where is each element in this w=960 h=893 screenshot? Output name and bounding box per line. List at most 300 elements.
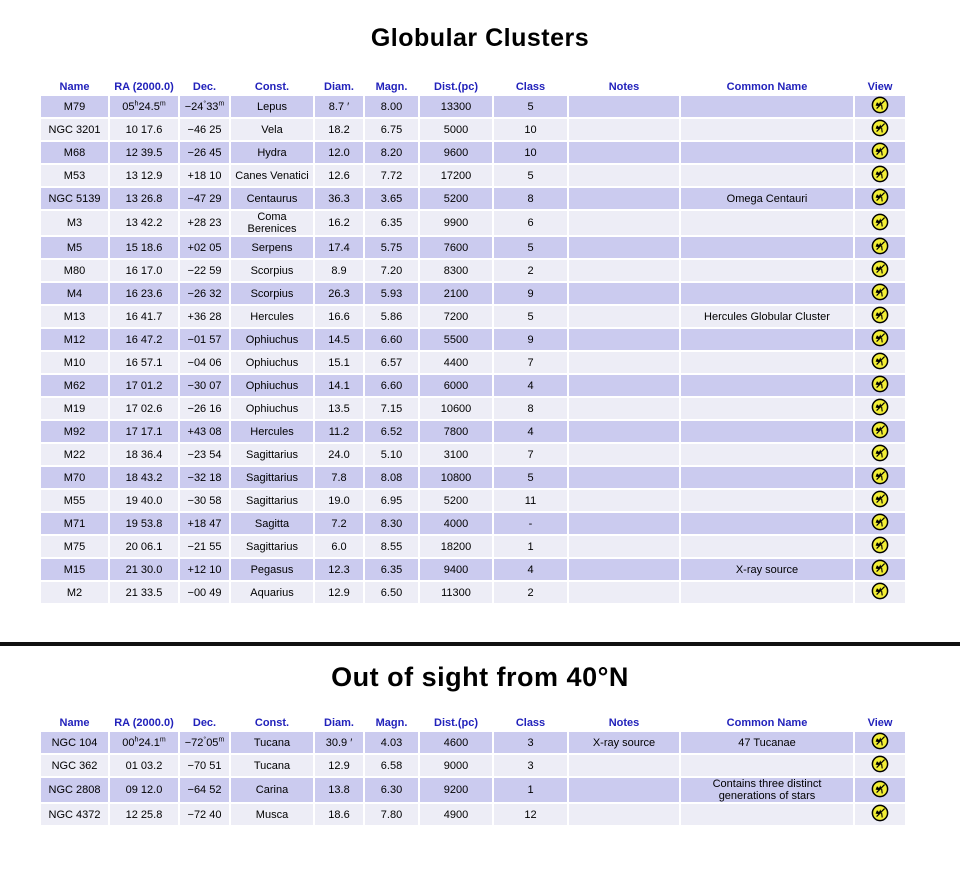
cell-magn: 7.72 — [365, 165, 418, 186]
cell-dec: −01 57 — [180, 329, 229, 350]
cell-class: 3 — [494, 755, 567, 776]
column-header-magn: Magn. — [365, 715, 418, 730]
column-header-diam: Diam. — [315, 715, 363, 730]
view-icon-glyph — [871, 237, 889, 255]
cell-const: Ophiuchus — [231, 398, 313, 419]
cell-diam: 14.1 — [315, 375, 363, 396]
cell-diam: 8.7 ′ — [315, 96, 363, 117]
cell-notes — [569, 582, 679, 603]
column-header-notes: Notes — [569, 715, 679, 730]
view-icon-glyph — [871, 283, 889, 301]
cell-dec: +18 47 — [180, 513, 229, 534]
cell-view — [855, 421, 905, 442]
cell-magn: 6.60 — [365, 375, 418, 396]
cell-magn: 6.35 — [365, 559, 418, 580]
cell-notes — [569, 444, 679, 465]
cell-view — [855, 283, 905, 304]
cell-class: 1 — [494, 536, 567, 557]
cell-name: M68 — [41, 142, 108, 163]
cell-ra: 13 12.9 — [110, 165, 178, 186]
view-icon[interactable] — [871, 398, 889, 416]
cell-class: 8 — [494, 398, 567, 419]
cell-notes — [569, 352, 679, 373]
view-icon[interactable] — [871, 375, 889, 393]
cell-magn: 6.60 — [365, 329, 418, 350]
cell-notes — [569, 804, 679, 825]
cell-ra: 09 12.0 — [110, 778, 178, 802]
header-row — [41, 79, 905, 94]
cell-common-name — [681, 237, 853, 258]
cell-class: 2 — [494, 582, 567, 603]
view-icon[interactable] — [871, 306, 889, 324]
cell-dec: −70 51 — [180, 755, 229, 776]
cell-magn: 8.20 — [365, 142, 418, 163]
cell-class: 4 — [494, 375, 567, 396]
cell-diam: 15.1 — [315, 352, 363, 373]
table-row — [41, 755, 905, 776]
view-icon-glyph — [871, 732, 889, 750]
view-icon[interactable] — [871, 732, 889, 750]
table-row — [41, 732, 905, 753]
cell-dist: 6000 — [420, 375, 492, 396]
cell-common-name: Omega Centauri — [681, 188, 853, 209]
cell-diam: 17.4 — [315, 237, 363, 258]
view-icon-glyph — [871, 582, 889, 600]
cell-diam: 13.8 — [315, 778, 363, 802]
cell-const: Carina — [231, 778, 313, 802]
column-header-diam: Diam. — [315, 79, 363, 94]
column-header-class: Class — [494, 79, 567, 94]
cell-ra: 05$^h$24.5$^m$ — [110, 96, 178, 117]
cell-view — [855, 306, 905, 327]
cell-dec: −00 49 — [180, 582, 229, 603]
cell-common-name — [681, 804, 853, 825]
cell-view — [855, 513, 905, 534]
view-icon-glyph — [871, 213, 889, 231]
cell-common-name — [681, 142, 853, 163]
cell-const: Aquarius — [231, 582, 313, 603]
cell-view — [855, 119, 905, 140]
cell-name: M53 — [41, 165, 108, 186]
cell-const: Ophiuchus — [231, 375, 313, 396]
cell-dist: 9400 — [420, 559, 492, 580]
cell-view — [855, 96, 905, 117]
cell-notes — [569, 755, 679, 776]
cell-ra: 19 40.0 — [110, 490, 178, 511]
column-header-class: Class — [494, 715, 567, 730]
cell-diam: 7.2 — [315, 513, 363, 534]
view-icon[interactable] — [871, 582, 889, 600]
view-icon[interactable] — [871, 260, 889, 278]
view-icon[interactable] — [871, 755, 889, 773]
cell-diam: 12.9 — [315, 582, 363, 603]
cell-dec: −46 25 — [180, 119, 229, 140]
cell-name: M92 — [41, 421, 108, 442]
cell-dec: −64 52 — [180, 778, 229, 802]
cell-view — [855, 444, 905, 465]
column-header-notes: Notes — [569, 79, 679, 94]
cell-name: NGC 4372 — [41, 804, 108, 825]
globular-clusters-title: Globular Clusters — [370, 24, 590, 52]
cell-common-name: Hercules Globular Cluster — [681, 306, 853, 327]
cell-view — [855, 260, 905, 281]
cell-magn: 6.35 — [365, 211, 418, 235]
cell-const: Tucana — [231, 755, 313, 776]
cell-name: M71 — [41, 513, 108, 534]
table-row — [41, 329, 905, 350]
cell-notes — [569, 778, 679, 802]
view-icon-glyph — [871, 119, 889, 137]
column-header-dec: Dec. — [180, 79, 229, 94]
cell-notes — [569, 142, 679, 163]
cell-magn: 6.50 — [365, 582, 418, 603]
cell-view — [855, 142, 905, 163]
cell-dist: 9900 — [420, 211, 492, 235]
table-row — [41, 559, 905, 580]
cell-view — [855, 582, 905, 603]
cell-common-name — [681, 513, 853, 534]
cell-notes — [569, 421, 679, 442]
column-header-dist: Dist.(pc) — [420, 715, 492, 730]
view-icon-glyph — [871, 142, 889, 160]
cell-dec: −22 59 — [180, 260, 229, 281]
cell-dec: −72 40 — [180, 804, 229, 825]
view-icon-glyph — [871, 352, 889, 370]
cell-const: Pegasus — [231, 559, 313, 580]
cell-dec: −26 32 — [180, 283, 229, 304]
view-icon[interactable] — [871, 329, 889, 347]
table-row — [41, 582, 905, 603]
view-icon[interactable] — [871, 283, 889, 301]
column-header-name: Name — [41, 79, 108, 94]
cell-diam: 8.9 — [315, 260, 363, 281]
cell-dist: 5200 — [420, 490, 492, 511]
cell-class: 7 — [494, 352, 567, 373]
section-divider — [0, 642, 960, 646]
cell-view — [855, 165, 905, 186]
cell-dist: 5000 — [420, 119, 492, 140]
view-icon[interactable] — [871, 780, 889, 798]
view-icon-glyph — [871, 513, 889, 531]
table-row — [41, 804, 905, 825]
cell-dec: +12 10 — [180, 559, 229, 580]
cell-dec: −21 55 — [180, 536, 229, 557]
column-header-magn: Magn. — [365, 79, 418, 94]
cell-dec: $-24^\circ 33^m$ — [180, 96, 229, 117]
view-icon-glyph — [871, 398, 889, 416]
cell-const: Lepus — [231, 96, 313, 117]
out-of-sight-table — [39, 713, 907, 827]
cell-ra: 19 53.8 — [110, 513, 178, 534]
cell-notes — [569, 165, 679, 186]
view-icon[interactable] — [871, 142, 889, 160]
cell-const: Canes Venatici — [231, 165, 313, 186]
cell-dec: +43 08 — [180, 421, 229, 442]
view-icon[interactable] — [871, 352, 889, 370]
view-icon-glyph — [871, 536, 889, 554]
view-icon-glyph — [871, 260, 889, 278]
cell-common-name — [681, 398, 853, 419]
view-icon[interactable] — [871, 490, 889, 508]
cell-magn: 6.75 — [365, 119, 418, 140]
cell-dec: −32 18 — [180, 467, 229, 488]
column-header-const: Const. — [231, 715, 313, 730]
cell-name: M22 — [41, 444, 108, 465]
table-row — [41, 260, 905, 281]
view-icon[interactable] — [871, 467, 889, 485]
table-row — [41, 165, 905, 186]
cell-magn: 8.00 — [365, 96, 418, 117]
cell-dist: 9200 — [420, 778, 492, 802]
view-icon[interactable] — [871, 536, 889, 554]
globular-clusters-table — [39, 77, 907, 605]
view-icon-glyph — [871, 467, 889, 485]
cell-dist: 4000 — [420, 513, 492, 534]
cell-common-name — [681, 260, 853, 281]
cell-dist: 9600 — [420, 142, 492, 163]
cell-const: Musca — [231, 804, 313, 825]
cell-view — [855, 352, 905, 373]
cell-ra: 17 01.2 — [110, 375, 178, 396]
cell-class: 7 — [494, 444, 567, 465]
view-icon[interactable] — [871, 119, 889, 137]
cell-common-name — [681, 375, 853, 396]
cell-dist: 7200 — [420, 306, 492, 327]
cell-notes — [569, 119, 679, 140]
cell-view — [855, 329, 905, 350]
cell-dist: 7800 — [420, 421, 492, 442]
cell-dist: 5200 — [420, 188, 492, 209]
cell-magn: 6.57 — [365, 352, 418, 373]
cell-name: M19 — [41, 398, 108, 419]
cell-notes — [569, 536, 679, 557]
cell-view — [855, 778, 905, 802]
view-icon[interactable] — [871, 804, 889, 822]
cell-const: Hydra — [231, 142, 313, 163]
cell-dist: 2100 — [420, 283, 492, 304]
cell-dec: −26 16 — [180, 398, 229, 419]
cell-magn: 7.20 — [365, 260, 418, 281]
view-icon[interactable] — [871, 237, 889, 255]
cell-const: Serpens — [231, 237, 313, 258]
cell-notes — [569, 260, 679, 281]
table-row — [41, 96, 905, 117]
table-row — [41, 375, 905, 396]
cell-const: Sagittarius — [231, 536, 313, 557]
cell-dist: 8300 — [420, 260, 492, 281]
cell-diam: 18.2 — [315, 119, 363, 140]
cell-ra: 17 17.1 — [110, 421, 178, 442]
cell-dist: 17200 — [420, 165, 492, 186]
cell-magn: 7.15 — [365, 398, 418, 419]
cell-magn: 5.75 — [365, 237, 418, 258]
cell-view — [855, 536, 905, 557]
cell-const: Scorpius — [231, 260, 313, 281]
cell-magn: 6.30 — [365, 778, 418, 802]
cell-common-name — [681, 467, 853, 488]
view-icon[interactable] — [871, 165, 889, 183]
cell-const: Scorpius — [231, 283, 313, 304]
cell-view — [855, 490, 905, 511]
view-icon-glyph — [871, 490, 889, 508]
cell-dist: 3100 — [420, 444, 492, 465]
cell-const: Sagittarius — [231, 490, 313, 511]
cell-name: M70 — [41, 467, 108, 488]
cell-class: 8 — [494, 188, 567, 209]
cell-name: M10 — [41, 352, 108, 373]
view-icon-glyph — [871, 188, 889, 206]
column-header-common-name: Common Name — [681, 79, 853, 94]
cell-diam: 24.0 — [315, 444, 363, 465]
cell-view — [855, 398, 905, 419]
cell-ra: 13 26.8 — [110, 188, 178, 209]
cell-name: M2 — [41, 582, 108, 603]
cell-view — [855, 804, 905, 825]
cell-name: M13 — [41, 306, 108, 327]
cell-diam: 26.3 — [315, 283, 363, 304]
cell-dec: −26 45 — [180, 142, 229, 163]
cell-diam: 6.0 — [315, 536, 363, 557]
cell-diam: 16.6 — [315, 306, 363, 327]
view-icon-glyph — [871, 306, 889, 324]
cell-ra: 00$^h$24.1$^m$ — [110, 732, 178, 753]
view-icon[interactable] — [871, 444, 889, 462]
cell-ra: 18 36.4 — [110, 444, 178, 465]
cell-class: 4 — [494, 559, 567, 580]
table-row — [41, 513, 905, 534]
table-row — [41, 398, 905, 419]
cell-dec: +18 10 — [180, 165, 229, 186]
view-icon[interactable] — [871, 188, 889, 206]
cell-common-name — [681, 352, 853, 373]
cell-name: M15 — [41, 559, 108, 580]
cell-name: NGC 2808 — [41, 778, 108, 802]
cell-common-name — [681, 329, 853, 350]
cell-const: Hercules — [231, 306, 313, 327]
cell-ra: 21 33.5 — [110, 582, 178, 603]
cell-dist: 9000 — [420, 755, 492, 776]
cell-notes: X-ray source — [569, 732, 679, 753]
column-header-ra: RA (2000.0) — [110, 79, 178, 94]
view-icon-glyph — [871, 444, 889, 462]
cell-view — [855, 211, 905, 235]
column-header-dist: Dist.(pc) — [420, 79, 492, 94]
cell-dec: −30 58 — [180, 490, 229, 511]
cell-common-name — [681, 421, 853, 442]
cell-name: M3 — [41, 211, 108, 235]
table-row — [41, 536, 905, 557]
cell-common-name — [681, 283, 853, 304]
cell-ra: 10 17.6 — [110, 119, 178, 140]
view-icon-glyph — [871, 96, 889, 114]
cell-notes — [569, 211, 679, 235]
cell-class: 1 — [494, 778, 567, 802]
cell-diam: 13.5 — [315, 398, 363, 419]
view-icon-glyph — [871, 165, 889, 183]
view-icon[interactable] — [871, 96, 889, 114]
column-header-common-name: Common Name — [681, 715, 853, 730]
table-row — [41, 283, 905, 304]
cell-ra: 16 17.0 — [110, 260, 178, 281]
cell-common-name — [681, 755, 853, 776]
table-row — [41, 211, 905, 235]
cell-diam: 36.3 — [315, 188, 363, 209]
cell-view — [855, 732, 905, 753]
cell-notes — [569, 398, 679, 419]
cell-notes — [569, 329, 679, 350]
table-row — [41, 188, 905, 209]
cell-name: NGC 5139 — [41, 188, 108, 209]
view-icon[interactable] — [871, 513, 889, 531]
cell-name: M5 — [41, 237, 108, 258]
cell-class: 6 — [494, 211, 567, 235]
view-icon-glyph — [871, 375, 889, 393]
cell-ra: 01 03.2 — [110, 755, 178, 776]
cell-dec: +28 23 — [180, 211, 229, 235]
cell-class: 12 — [494, 804, 567, 825]
view-icon[interactable] — [871, 213, 889, 231]
table-row — [41, 306, 905, 327]
table-row — [41, 237, 905, 258]
cell-diam: 16.2 — [315, 211, 363, 235]
cell-name: NGC 104 — [41, 732, 108, 753]
cell-notes — [569, 188, 679, 209]
cell-ra: 21 30.0 — [110, 559, 178, 580]
cell-common-name: Contains three distinct generations of stars — [681, 778, 853, 802]
column-header-view: View — [855, 79, 905, 94]
cell-name: M4 — [41, 283, 108, 304]
cell-diam: 12.0 — [315, 142, 363, 163]
cell-notes — [569, 375, 679, 396]
view-icon-glyph — [871, 329, 889, 347]
cell-const: Hercules — [231, 421, 313, 442]
cell-magn: 5.86 — [365, 306, 418, 327]
cell-name: M79 — [41, 96, 108, 117]
cell-class: 10 — [494, 119, 567, 140]
column-header-dec: Dec. — [180, 715, 229, 730]
view-icon[interactable] — [871, 421, 889, 439]
cell-diam: 18.6 — [315, 804, 363, 825]
cell-dist: 11300 — [420, 582, 492, 603]
cell-class: 9 — [494, 329, 567, 350]
cell-dist: 13300 — [420, 96, 492, 117]
cell-magn: 8.55 — [365, 536, 418, 557]
cell-dec: +36 28 — [180, 306, 229, 327]
cell-view — [855, 467, 905, 488]
cell-const: Sagitta — [231, 513, 313, 534]
cell-ra: 12 39.5 — [110, 142, 178, 163]
cell-common-name — [681, 536, 853, 557]
cell-ra: 16 47.2 — [110, 329, 178, 350]
cell-const: Ophiuchus — [231, 329, 313, 350]
cell-magn: 7.80 — [365, 804, 418, 825]
view-icon[interactable] — [871, 559, 889, 577]
table-row — [41, 490, 905, 511]
table-row — [41, 444, 905, 465]
cell-dec: −04 06 — [180, 352, 229, 373]
cell-magn: 3.65 — [365, 188, 418, 209]
cell-magn: 4.03 — [365, 732, 418, 753]
cell-name: NGC 362 — [41, 755, 108, 776]
cell-name: M12 — [41, 329, 108, 350]
cell-view — [855, 188, 905, 209]
table-row — [41, 142, 905, 163]
cell-common-name — [681, 211, 853, 235]
cell-common-name — [681, 582, 853, 603]
cell-ra: 12 25.8 — [110, 804, 178, 825]
table-row — [41, 119, 905, 140]
cell-diam: 12.9 — [315, 755, 363, 776]
